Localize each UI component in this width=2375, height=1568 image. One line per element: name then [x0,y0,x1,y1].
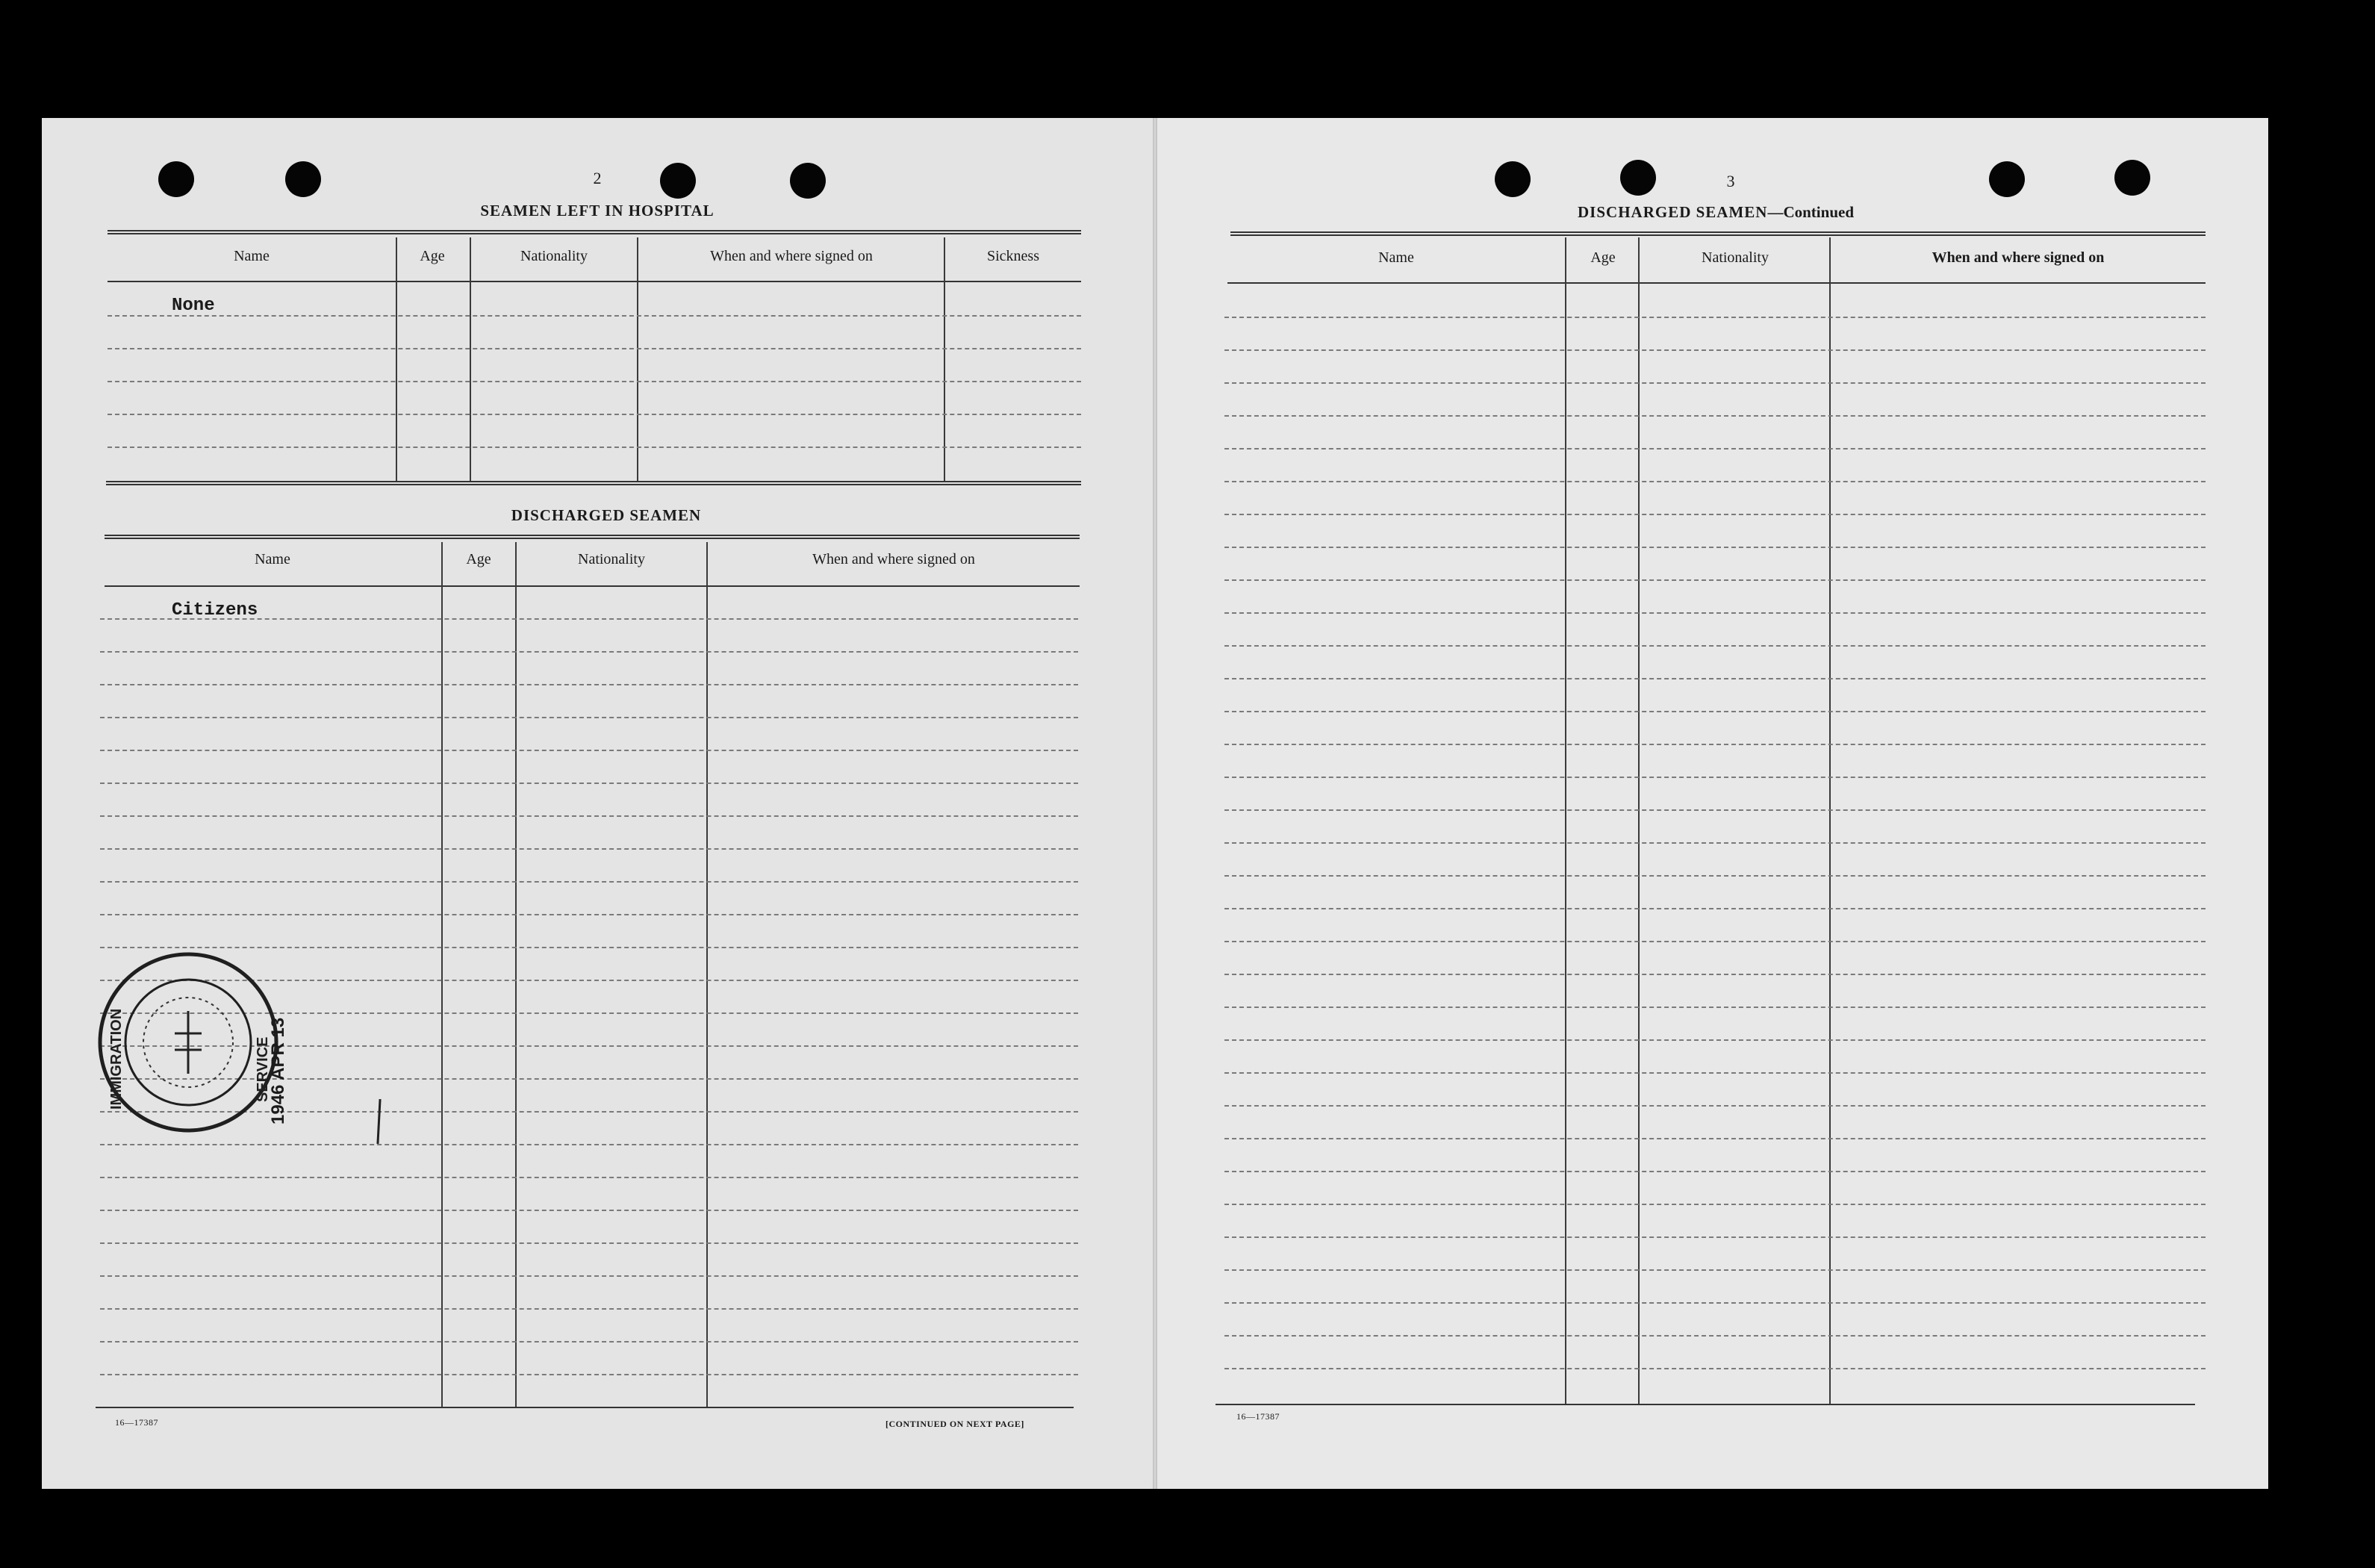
right-col-nationality: Nationality [1702,249,1769,266]
hospital-colhead-rule [108,281,1081,282]
discharged-col-signed-on: When and where signed on [812,551,975,567]
entry-line [1224,1007,2206,1008]
discharged-bottom-rule [96,1407,1074,1408]
discharged-colhead-rule [105,585,1080,587]
hospital-footer-rule [106,481,1081,485]
hospital-section-title: SEAMEN LEFT IN HOSPITAL [480,202,715,220]
discharged-col-age: Age [466,551,491,567]
entry-line [1224,1138,2206,1139]
entry-line [1224,448,2206,449]
entry-line [100,1374,1078,1375]
entry-line [108,381,1081,382]
entry-line [1224,1105,2206,1107]
punch-hole [1989,161,2025,197]
entry-line [100,881,1078,883]
entry-line [100,1144,1078,1145]
entry-line [100,1177,1078,1178]
column-divider [637,237,638,481]
entry-line [1224,809,2206,811]
column-divider [470,237,471,481]
continued-section-title-suffix: —Continued [1767,203,1854,221]
entry-line [100,1341,1078,1343]
page-fold [1153,118,1157,1489]
entry-line [1224,1072,2206,1074]
entry-line [100,750,1078,751]
entry-line [1224,579,2206,581]
immigration-stamp [91,945,288,1139]
entry-line [1224,317,2206,318]
entry-line [100,1308,1078,1310]
entry-line [1224,514,2206,515]
entry-line [108,414,1081,415]
column-divider [1565,237,1566,1404]
punch-hole [1495,161,1531,197]
column-divider [396,237,397,481]
form-number-left: 16—17387 [115,1417,158,1428]
punch-hole [790,163,826,199]
column-divider [944,237,945,481]
column-divider [1829,237,1831,1404]
entry-line [1224,1236,2206,1238]
entry-line [1224,382,2206,384]
entry-line [108,447,1081,448]
hospital-col-signed-on: When and where signed on [710,248,873,264]
continued-section-title-main: DISCHARGED SEAMEN [1578,203,1768,221]
left-page [42,118,1156,1489]
entry-line [1224,645,2206,647]
entry-line [1224,415,2206,417]
entry-line [100,1275,1078,1277]
right-col-name: Name [1378,249,1414,266]
entry-line [1224,1039,2206,1041]
entry-line [1224,1171,2206,1172]
entry-line [100,717,1078,718]
entry-line [100,848,1078,850]
discharged-entry: Citizens [172,600,258,620]
entry-line [1224,349,2206,351]
right-bottom-rule [1215,1404,2195,1405]
entry-line [1224,908,2206,909]
hospital-col-sickness: Sickness [987,248,1039,264]
entry-line [1224,547,2206,548]
entry-line [1224,481,2206,482]
column-divider [706,542,708,1408]
entry-line [100,783,1078,784]
hospital-col-age: Age [420,248,445,264]
entry-line [1224,777,2206,778]
punch-hole [2114,160,2150,196]
continued-section-title [1578,203,1854,222]
right-col-age: Age [1590,249,1616,266]
column-divider [1638,237,1640,1404]
column-divider [515,542,517,1408]
entry-line [1224,612,2206,614]
entry-line [1224,1302,2206,1304]
entry-line [1224,678,2206,679]
entry-line [1224,875,2206,877]
punch-hole [285,161,321,197]
right-colhead-rule [1227,282,2206,284]
svg-text:SERVICE: SERVICE [255,1036,271,1102]
right-col-signed-on: When and where signed on [1932,249,2105,266]
entry-line [1224,1368,2206,1369]
stamp-date: 1946 APR 13 [268,1017,288,1124]
entry-line [100,1242,1078,1244]
entry-line [1224,1335,2206,1337]
page-number-right: 3 [1726,172,1735,190]
hospital-header-rule [108,230,1081,234]
entry-line [100,684,1078,685]
discharged-col-name: Name [255,551,290,567]
entry-line [1224,941,2206,942]
punch-hole [158,161,194,197]
entry-line [108,315,1081,317]
hospital-col-nationality: Nationality [520,248,588,264]
entry-line [100,1210,1078,1211]
discharged-col-nationality: Nationality [578,551,645,567]
punch-hole [660,163,696,199]
entry-line [1224,1204,2206,1205]
entry-line [100,651,1078,653]
entry-line [1224,711,2206,712]
entry-line [1224,842,2206,844]
column-divider [441,542,443,1408]
right-header-rule [1230,231,2206,236]
right-page [1156,118,2268,1489]
discharged-header-rule [105,535,1080,539]
page-number-left: 2 [593,169,602,187]
entry-line [1224,974,2206,975]
continued-note: [CONTINUED ON NEXT PAGE] [885,1419,1024,1429]
discharged-section-title: DISCHARGED SEAMEN [511,506,702,524]
hospital-col-name: Name [234,248,270,264]
punch-hole [1620,160,1656,196]
form-number-right: 16—17387 [1236,1411,1280,1422]
entry-line [100,815,1078,817]
svg-text:IMMIGRATION: IMMIGRATION [108,1008,125,1110]
hospital-entry: None [172,296,215,316]
entry-line [1224,1269,2206,1271]
entry-line [1224,744,2206,745]
entry-line [108,348,1081,349]
entry-line [100,914,1078,915]
